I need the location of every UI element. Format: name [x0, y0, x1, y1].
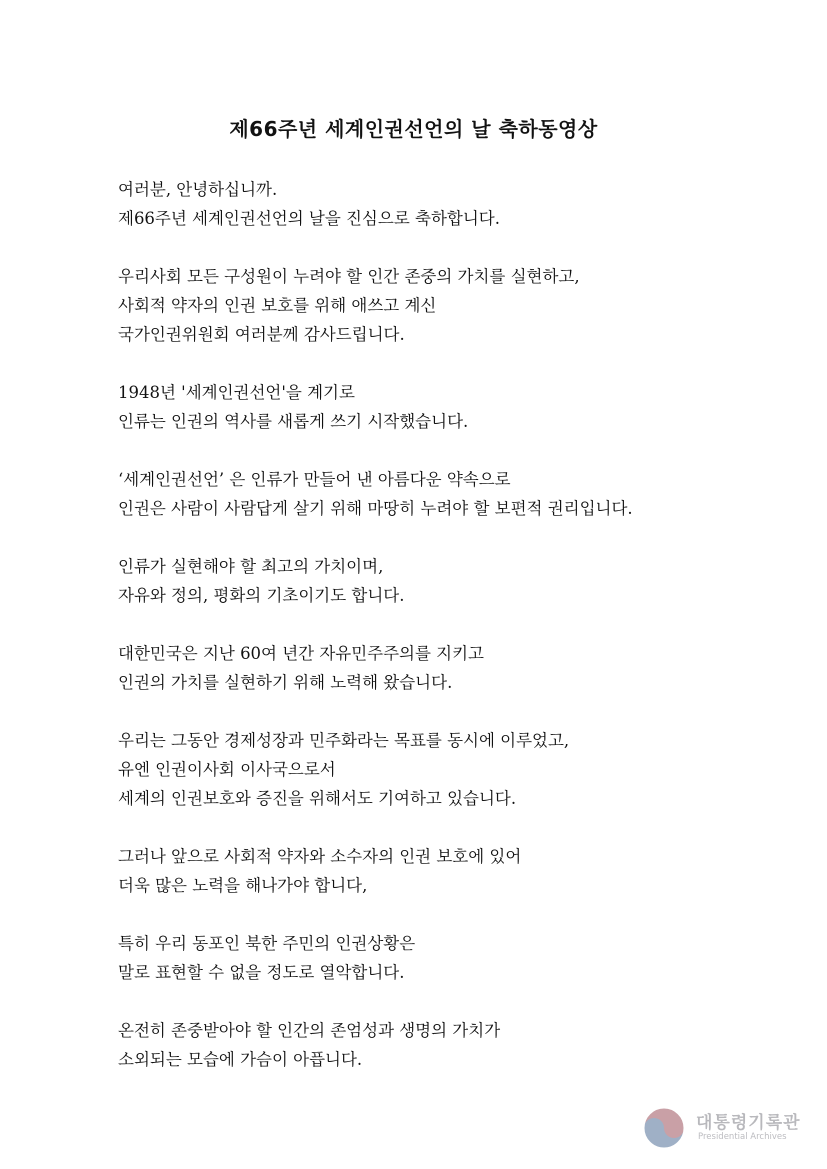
text-line: 세계의 인권보호와 증진을 위해서도 기여하고 있습니다.: [118, 789, 517, 808]
text-line: 대한민국은 지난 60여 년간 자유민주주의를 지키고: [118, 644, 484, 663]
text-line: 제66주년 세계인권선언의 날을 진심으로 축하합니다.: [118, 209, 500, 228]
watermark-name: 대통령기록관: [696, 1113, 801, 1133]
paragraph: [118, 639, 798, 697]
text-line: 특히 우리 동포인 북한 주민의 인권상황은: [118, 934, 416, 953]
archive-watermark: [640, 1100, 810, 1156]
text-line: ‘세계인권선언’ 은 인류가 만들어 낸 아름다운 약속으로: [118, 470, 511, 489]
paragraph: [118, 726, 798, 813]
text-line: 인권은 사람이 사람답게 살기 위해 마땅히 누려야 할 보편적 권리입니다.: [118, 499, 633, 518]
paragraph: [118, 1016, 798, 1074]
text-line: 사회적 약자의 인권 보호를 위해 애쓰고 계신: [118, 296, 437, 315]
text-line: 유엔 인권이사회 이사국으로서: [118, 760, 336, 779]
text-line: 우리는 그동안 경제성장과 민주화라는 목표를 동시에 이루었고,: [118, 731, 570, 750]
paragraph: [118, 552, 798, 610]
text-line: 온전히 존중받아야 할 인간의 존엄성과 생명의 가치가: [118, 1021, 501, 1040]
paragraph: [118, 262, 798, 349]
text-line: 인류가 실현해야 할 최고의 가치이며,: [118, 557, 384, 576]
text-line: 소외되는 모습에 가슴이 아픕니다.: [118, 1050, 363, 1069]
watermark-subtitle: Presidential Archives: [698, 1132, 787, 1142]
paragraph: [118, 465, 798, 523]
text-line: 국가인권위원회 여러분께 감사드립니다.: [118, 325, 405, 344]
text-line: 1948년 '세계인권선언'을 계기로: [118, 383, 355, 402]
text-line: 말로 표현할 수 없을 정도로 열악합니다.: [118, 963, 405, 982]
text-line: 그러나 앞으로 사회적 약자와 소수자의 인권 보호에 있어: [118, 847, 522, 866]
text-line: 인권의 가치를 실현하기 위해 노력해 왔습니다.: [118, 673, 453, 692]
paragraph: [118, 929, 798, 987]
text-line: 더욱 많은 노력을 해나가야 합니다,: [118, 876, 368, 895]
text-line: 우리사회 모든 구성원이 누려야 할 인간 존중의 가치를 실현하고,: [118, 267, 580, 286]
paragraph: [118, 842, 798, 900]
text-line: 자유와 정의, 평화의 기초이기도 합니다.: [118, 586, 405, 605]
document-body: [118, 175, 798, 1103]
paragraph: [118, 378, 798, 436]
paragraph: [118, 175, 798, 233]
text-line: 인류는 인권의 역사를 새롭게 쓰기 시작했습니다.: [118, 412, 469, 431]
taegeuk-logo-icon: [642, 1106, 686, 1150]
text-line: 여러분, 안녕하십니까.: [118, 180, 278, 199]
document-title: 제66주년 세계인권선언의 날 축하동영상: [229, 117, 598, 141]
